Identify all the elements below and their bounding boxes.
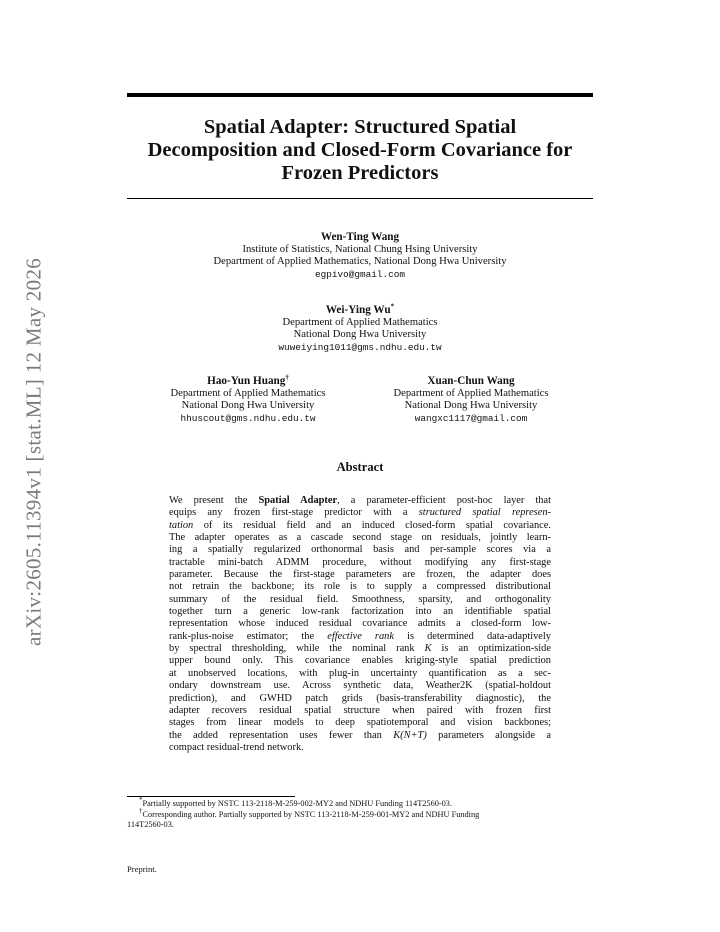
author-block-hao-yun-huang: [138, 375, 358, 425]
abstract-line: [169, 507, 551, 519]
text-span: parameters alongside a: [426, 729, 551, 741]
text-span: is determined data-adaptively: [393, 630, 551, 642]
abstract-line: [169, 495, 551, 507]
top-rule: [127, 93, 593, 97]
text-span: is an optimization-side: [431, 643, 551, 655]
abstract-line: representation whose induced residual covariance admits a closed-form low-: [169, 618, 551, 630]
abstract-heading: Abstract: [336, 460, 384, 474]
text-span: structured spatial represen-: [418, 507, 551, 519]
author-block-wei-ying-wu: [210, 304, 510, 354]
abstract-line: prediction), and GWHD patch grids (basis-transferability diagnostic), the: [169, 692, 551, 704]
title-line: Spatial Adapter: Structured Spatial: [203, 116, 517, 138]
abstract-line: ondary downstream use. Across synthetic data, Weather2K (spatial-holdout: [169, 680, 551, 692]
abstract-line: at unobserved locations, with plug-in uncertainty quantification as a sec-: [169, 667, 551, 679]
abstract-line: summary of the residual field. Smoothness, sparsity, and orthogonality: [169, 593, 551, 605]
author-affiliation: National Dong Hwa University: [293, 329, 427, 341]
author-affiliation: Institute of Statistics, National Chung Hsing University: [242, 243, 478, 255]
abstract-body: [169, 495, 551, 754]
author-block-xuan-chun-wang: [361, 375, 581, 425]
title-rule: [127, 198, 593, 199]
author-affiliation: Department of Applied Mathematics: [282, 316, 438, 328]
text-span: K(N+T): [393, 729, 427, 741]
text-span: We present the: [169, 495, 259, 506]
preprint-label: Preprint.: [127, 864, 157, 874]
author-name: Hao-Yun Huang: [207, 375, 286, 387]
abstract-line: [169, 520, 551, 532]
text-span: by spectral thresholding, while the nominal rank: [169, 643, 425, 655]
author-name: Xuan-Chun Wang: [427, 375, 515, 387]
author-affiliation: Department of Applied Mathematics, National Dong Hwa University: [213, 256, 507, 268]
text-span: *: [139, 796, 143, 805]
text-span: the added representation uses fewer than: [169, 729, 394, 741]
text-span: Corresponding author. Partially supported by NSTC 113-2118-M-259-001-MY2 and NDHU Funding: [142, 809, 480, 819]
text-span: , a parameter-efficient post-hoc layer that: [337, 495, 551, 506]
abstract-line: together turn a generic low-rank factorization into an identifiable spatial: [169, 606, 551, 618]
text-span: K: [424, 643, 432, 655]
text-span: Partially supported by NSTC 113-2118-M-259-002-MY2 and NDHU Funding 114T2560-03.: [142, 799, 452, 808]
abstract-line: tractable mini-batch ADMM procedure, without modifying any first-stage: [169, 556, 551, 568]
author-affiliation: Department of Applied Mathematics: [170, 387, 326, 399]
author-name: Wen-Ting Wang: [320, 231, 400, 243]
author-email[interactable]: wuweiying1011@gms.ndhu.edu.tw: [278, 341, 442, 353]
abstract-line: ing a spatially regularized orthonormal basis and per-sample scores via a: [169, 544, 551, 556]
author-affiliation: National Dong Hwa University: [404, 400, 538, 412]
author-block-wen-ting-wang: [150, 231, 570, 281]
abstract-line: not retrain the backbone; its role is to supply a compressed distributional: [169, 581, 551, 593]
abstract-line: upper bound only. This covariance enables kriging-style spatial prediction: [169, 655, 551, 667]
text-span: rank-plus-noise estimator; the: [169, 630, 328, 642]
author-email[interactable]: hhuscout@gms.ndhu.edu.tw: [180, 412, 316, 424]
author-affiliation: Department of Applied Mathematics: [393, 387, 549, 399]
text-span: Spatial Adapter: [258, 495, 338, 506]
title-line: Frozen Predictors: [281, 162, 439, 184]
abstract-line: [169, 631, 551, 643]
text-span: †: [139, 806, 143, 815]
abstract-line: [169, 643, 551, 655]
author-email[interactable]: egpivo@gmail.com: [314, 268, 405, 280]
abstract-line: [169, 730, 551, 742]
footnote-2-continued: 114T2560-03.: [127, 820, 174, 829]
footnote-mark: *: [390, 302, 395, 311]
text-span: tation: [169, 519, 194, 531]
paper-title: [120, 116, 600, 185]
text-span: of its residual field and an induced closed-form spatial covariance.: [193, 519, 551, 531]
title-line: Decomposition and Closed-Form Covariance for: [147, 139, 573, 161]
footnotes: [127, 796, 593, 831]
footnote-2: [127, 806, 593, 821]
arxiv-sidebar-stamp: [18, 248, 50, 656]
arxiv-identifier: arXiv:2605.11394v1 [stat.ML] 12 May 2026: [21, 257, 46, 647]
author-affiliation: National Dong Hwa University: [181, 400, 315, 412]
author-email[interactable]: wangxc1117@gmail.com: [414, 412, 528, 424]
text-span: equips any frozen first-stage predictor with a: [169, 507, 419, 519]
text-span: effective rank: [327, 630, 394, 642]
author-name: Wei-Ying Wu: [325, 304, 391, 316]
abstract-line: parameter. Because the first-stage parameters are frozen, the adapter does: [169, 569, 551, 581]
abstract-line: compact residual-trend network.: [169, 741, 304, 753]
abstract-line: adapter recovers residual spatial structure when paired with frozen first: [169, 704, 551, 716]
footnote-mark: †: [285, 373, 289, 382]
abstract-line: stages from linear models to deep spatiotemporal and vision backbones;: [169, 717, 551, 729]
footnote-1: [127, 796, 593, 810]
abstract-line: The adapter operates as a cascade second stage on residuals, jointly learn-: [169, 532, 551, 544]
footnote-rule: [127, 796, 295, 797]
